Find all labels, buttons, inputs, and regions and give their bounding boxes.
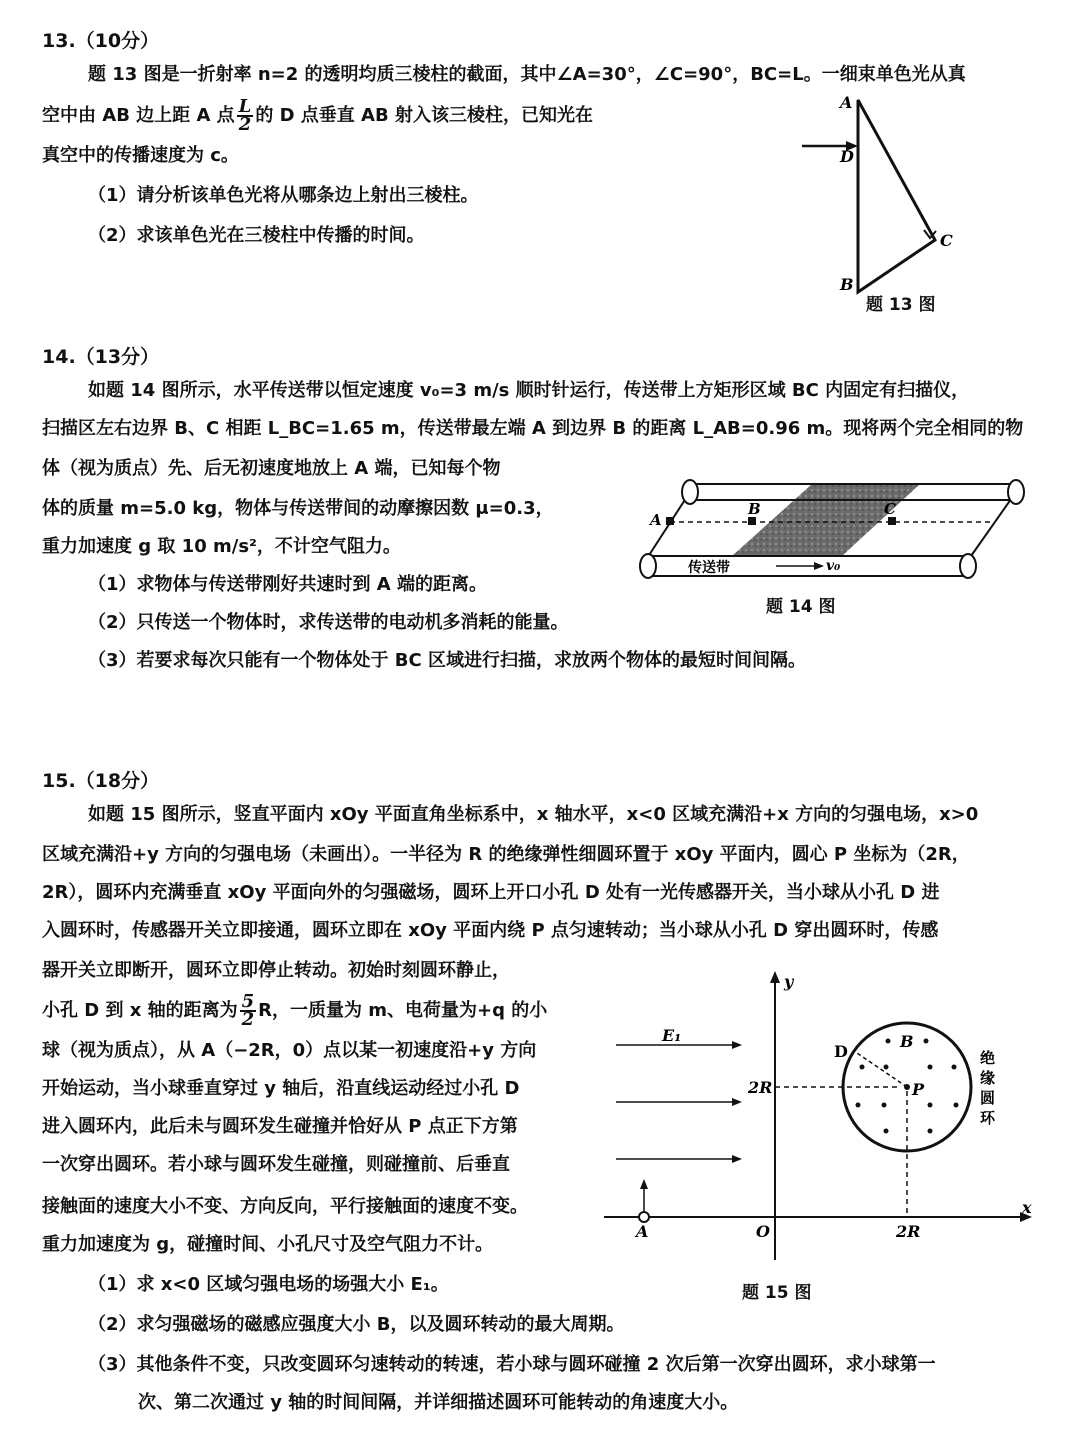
q15-line5: 器开关立即断开，圆环立即停止转动。初始时刻圆环静止， [42,960,510,981]
q13-line2-a: 空中由 AB 边上距 A 点 [42,105,235,126]
q15-ring-label-4: 环 [980,1109,996,1127]
q15-line1: 如题 15 图所示，竖直平面内 xOy 平面直角坐标系中，x 轴水平，x<0 区域充满沿+x 方向的匀强电场，x>0 [88,804,979,825]
q14-caption: 题 14 图 [766,597,836,617]
q14-conveyor-figure [630,470,1050,590]
q15-label-2r-y: 2R [748,1078,773,1097]
q14-marker-b [748,517,756,525]
q13-line3: 真空中的传播速度为 c。 [42,145,239,166]
q15-line8: 开始运动，当小球垂直穿过 y 轴后，沿直线运动经过小孔 D [42,1078,520,1099]
q13-prism-triangle [858,100,935,292]
q14-marker-a [666,517,674,525]
q15-line10: 一次穿出圆环。若小球与圆环发生碰撞，则碰撞前、后垂直 [42,1154,510,1175]
q14-line3: 体（视为质点）先、后无初速度地放上 A 端，已知每个物 [42,458,501,479]
q13-sub2: （2）求该单色光在三棱柱中传播的时间。 [88,225,425,246]
q15-line11: 接触面的速度大小不变、方向反向，平行接触面的速度不变。 [42,1196,528,1217]
q13-fraction [237,96,254,135]
q15-line12: 重力加速度为 g，碰撞时间、小孔尺寸及空气阻力不计。 [42,1234,494,1255]
q15-ring-label-1: 绝 [980,1049,996,1067]
q15-caption: 题 15 图 [742,1283,812,1303]
q15-label-d: D [834,1042,848,1061]
q13-line2 [42,97,593,135]
q14-header: 14.（13分） [42,346,160,368]
q15-frac-den: 2 [241,1009,255,1030]
q14-marker-c [888,517,896,525]
q15-line6-b: R，一质量为 m、电荷量为+q 的小 [258,1000,548,1021]
q15-line9: 进入圆环内，此后未与圆环发生碰撞并恰好从 P 点正下方第 [42,1116,518,1137]
q15-line7: 球（视为质点），从 A（−2R，0）点以某一初速度沿+y 方向 [42,1040,537,1061]
q14-roller-back-right [1008,480,1024,504]
q15-label-o: O [756,1222,770,1241]
q14-sub3: （3）若要求每次只能有一个物体处于 BC 区域进行扫描，求放两个物体的最短时间间隔。 [88,650,806,671]
q14-sub1: （1）求物体与传送带刚好共速时到 A 端的距离。 [88,574,487,595]
q15-label-y: y [784,972,794,991]
q15-velocity-arrowhead [640,1179,648,1189]
q15-field-arrow-3 [732,1155,742,1163]
q15-frac-num: 5 [241,991,255,1012]
q15-sub2: （2）求匀强磁场的磁感应强度大小 B，以及圆环转动的最大周期。 [88,1314,625,1335]
q14-roller-back-left [682,480,698,504]
q15-line2: 区域充满沿+y 方向的匀强电场（未画出）。一半径为 R 的绝缘弹性细圆环置于 xOy 平面内，圆心 P 坐标为（2R， [42,844,970,865]
q14-velocity-arrowhead [814,562,824,570]
q13-label-d: D [840,147,854,166]
q13-frac-num: L [238,96,252,117]
q13-line2-b: 的 D 点垂直 AB 射入该三棱柱，已知光在 [255,105,593,126]
q15-line6-a: 小孔 D 到 x 轴的距离为 [42,1000,238,1021]
q13-frac-den: 2 [238,114,252,135]
q13-line1: 题 13 图是一折射率 n=2 的透明均质三棱柱的截面，其中∠A=30°，∠C=90°，BC=L。一细束单色光从真 [88,64,966,85]
q15-y-arrowhead [770,971,780,983]
q15-ring-label-3: 圆 [980,1089,996,1107]
q14-label-a: A [650,511,662,529]
q13-prism-figure [790,90,990,320]
q14-sub2: （2）只传送一个物体时，求传送带的电动机多消耗的能量。 [88,612,569,633]
q14-line5: 重力加速度 g 取 10 m/s²，不计空气阻力。 [42,536,401,557]
q15-ring-label-2: 缘 [980,1069,996,1087]
q15-label-e1: E₁ [662,1026,682,1045]
q13-label-b: B [840,275,854,294]
q13-caption: 题 13 图 [866,295,936,315]
q15-line6 [42,992,547,1030]
q14-label-c: C [884,500,896,518]
q13-label-a: A [840,93,853,112]
q13-label-c: C [940,231,953,250]
q15-label-2r-x: 2R [896,1222,921,1241]
q13-header: 13.（10分） [42,30,160,52]
q14-line4: 体的质量 m=5.0 kg，物体与传送带间的动摩擦因数 μ=0.3， [42,498,554,519]
q15-center-p [904,1084,910,1090]
q15-label-x: x [1022,1198,1032,1217]
q15-label-b: B [900,1032,914,1051]
q14-label-b: B [748,500,761,518]
q15-sub3-b: 次、第二次通过 y 轴的时间间隔，并详细描述圆环可能转动的角速度大小。 [138,1392,739,1413]
q14-speed-label: v₀ [826,558,841,574]
q13-sub1: （1）请分析该单色光将从哪条边上射出三棱柱。 [88,185,479,206]
q15-fraction [240,991,257,1030]
q14-line2: 扫描区左右边界 B、C 相距 L_BC=1.65 m，传送带最左端 A 到边界 B 的距离 L_AB=0.96 m。现将两个完全相同的物 [42,418,1024,439]
q15-header: 15.（18分） [42,770,160,792]
q15-field-figure [600,965,1040,1265]
q15-point-a [639,1212,649,1222]
q14-line1: 如题 14 图所示，水平传送带以恒定速度 v₀=3 m/s 顺时针运行，传送带上方矩形区域 BC 内固定有扫描仪， [88,380,970,401]
q14-roller-front-left [640,554,656,578]
q14-belt-label: 传送带 [688,560,730,576]
q15-line4: 入圆环时，传感器开关立即接通，圆环立即在 xOy 平面内绕 P 点匀速转动；当小球从小孔 D 穿出圆环时，传感 [42,920,939,941]
q15-label-p: P [912,1080,925,1099]
q15-field-arrow-2 [732,1098,742,1106]
q15-line3: 2R），圆环内充满垂直 xOy 平面向外的匀强磁场，圆环上开口小孔 D 处有一光传感器开关，当小球从小孔 D 进 [42,882,940,903]
q14-roller-front-right [960,554,976,578]
q15-label-a: A [636,1222,649,1241]
q15-field-arrow-1 [732,1041,742,1049]
q15-sub3-a: （3）其他条件不变，只改变圆环匀速转动的转速，若小球与圆环碰撞 2 次后第一次穿出圆环，求小球第一 [88,1354,936,1375]
q15-sub1: （1）求 x<0 区域匀强电场的场强大小 E₁。 [88,1274,449,1295]
